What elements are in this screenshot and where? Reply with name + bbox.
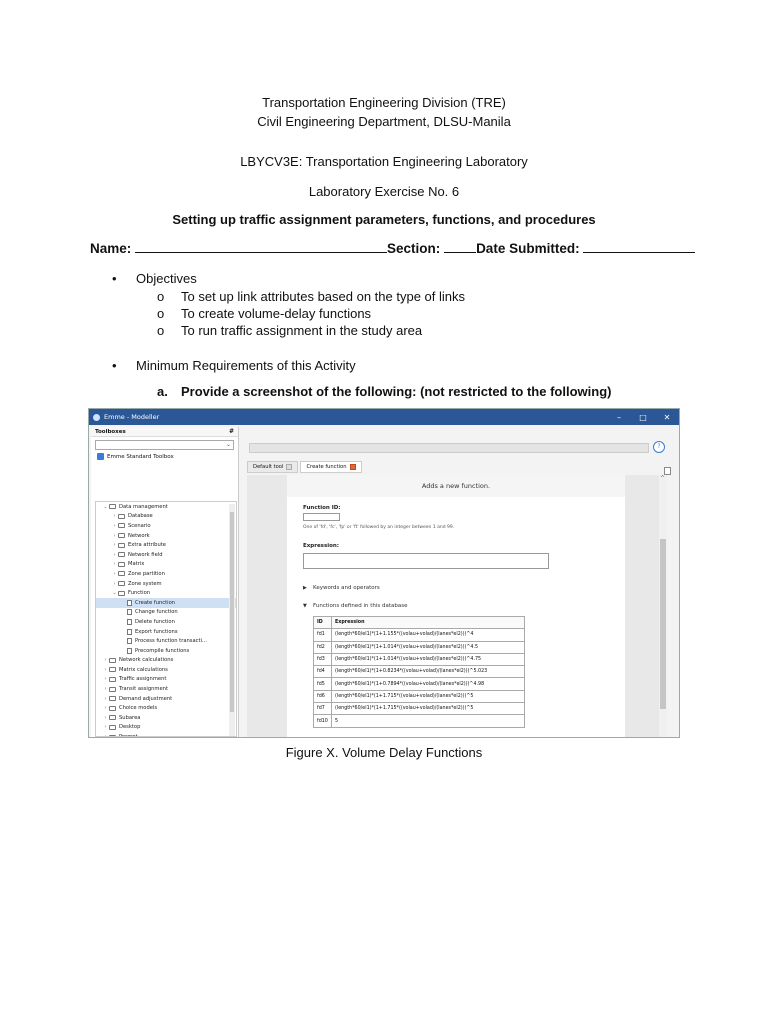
chevron-right-icon[interactable]: › [104, 695, 107, 702]
table-row[interactable] [314, 641, 525, 653]
tree-item-label: Traffic assignment [119, 676, 167, 683]
folder-icon [109, 706, 116, 711]
toolboxes-pane [91, 427, 239, 738]
function-id-cell: fd2 [314, 641, 332, 653]
tree-item-label: Demand adjustment [119, 695, 173, 702]
folder-icon [109, 687, 116, 692]
maximize-icon[interactable]: □ [639, 412, 647, 422]
table-row[interactable] [314, 629, 525, 641]
tree-folder-item[interactable] [96, 723, 236, 733]
tree-folder-item[interactable] [96, 540, 236, 550]
keywords-toggle[interactable]: ▶ Keywords and operators [303, 585, 380, 591]
function-id-input[interactable] [303, 513, 340, 521]
function-expression-cell: (length*60/el1)*(1+1.014*((volau+volad)/(lanes*el2)))^4.75 [332, 653, 525, 665]
pin-icon[interactable]: # [228, 428, 234, 435]
folder-icon [118, 533, 125, 538]
tab-create-function[interactable]: Create function [300, 461, 361, 473]
tree-item-label: Delete function [135, 618, 175, 625]
folder-icon [118, 562, 125, 567]
tree-folder-item[interactable] [96, 703, 236, 713]
function-id-cell: fd4 [314, 666, 332, 678]
tree-folder-item[interactable] [96, 569, 236, 579]
toolboxes-title: Toolboxes # [91, 427, 238, 437]
tool-icon [127, 609, 132, 615]
caret-right-icon: ▶ [303, 585, 307, 591]
modeller-screenshot [88, 408, 680, 738]
toolbox-icon [97, 453, 104, 460]
folder-icon [109, 504, 116, 509]
function-id-label: Function ID: [303, 505, 341, 511]
function-expression-cell: 5 [332, 715, 525, 727]
tree-item-label: Function [128, 590, 151, 597]
function-expression-cell: (length*60/el1)*(1+0.8234*((volau+volad)/(lanes*el2)))^5.023 [332, 666, 525, 678]
section-label: Section: [387, 241, 441, 256]
table-row[interactable] [314, 703, 525, 715]
chevron-right-icon[interactable]: › [104, 705, 107, 712]
tree-item-label: Change function [135, 609, 178, 616]
table-row[interactable] [314, 666, 525, 678]
bullet-dot: • [112, 271, 117, 286]
tree-tool-item[interactable] [96, 636, 236, 646]
app-logo-icon [93, 414, 100, 421]
help-icon[interactable]: ? [653, 441, 665, 453]
tree-tool-item[interactable] [96, 627, 236, 637]
tree-item-label: Extra attribute [128, 542, 166, 549]
tree-item-label: Zone partition [128, 570, 165, 577]
tree-item-label: Data management [119, 503, 168, 510]
path-bar[interactable] [249, 443, 649, 453]
function-id-cell: fd5 [314, 678, 332, 690]
tree-folder-item[interactable] [96, 531, 236, 541]
folder-icon [118, 571, 125, 576]
exercise-title: Setting up traffic assignment parameters, functions, and procedures [172, 212, 596, 227]
table-row[interactable] [314, 690, 525, 702]
folder-icon [118, 543, 125, 548]
folder-icon [109, 735, 116, 737]
chevron-right-icon[interactable]: › [104, 714, 107, 721]
exercise-line: Laboratory Exercise No. 6 [308, 184, 460, 199]
tree-item-label: Subarea [119, 714, 141, 721]
tree-folder-item[interactable] [96, 560, 236, 570]
chevron-down-icon[interactable]: ⌄ [103, 503, 108, 510]
date-blank [583, 241, 695, 253]
tree-item-label: Network field [128, 551, 163, 558]
chevron-right-icon[interactable]: › [104, 657, 107, 664]
tree-tool-item[interactable] [96, 608, 236, 618]
tree-folder-item[interactable] [96, 521, 236, 531]
chevron-right-icon[interactable]: › [113, 580, 116, 587]
standard-toolbox-label[interactable]: Emme Standard Toolbox [97, 453, 232, 460]
tool-content [247, 475, 667, 738]
folder-icon [109, 715, 116, 720]
function-id-cell: fd3 [314, 653, 332, 665]
chevron-right-icon[interactable]: › [113, 551, 116, 558]
tree-folder-item[interactable] [96, 579, 236, 589]
content-scrollbar[interactable] [659, 475, 667, 738]
expression-label: Expression: [303, 543, 340, 549]
tree-item-label: Transit assignment [119, 686, 169, 693]
form-header: Adds a new function. [287, 475, 625, 497]
tree-folder-item[interactable] [96, 684, 236, 694]
expression-input[interactable] [303, 553, 549, 569]
function-id-cell: fd7 [314, 703, 332, 715]
tool-pane [243, 427, 679, 738]
tree-scrollbar[interactable] [229, 504, 235, 736]
create-function-form [287, 475, 625, 738]
function-expression-cell: (length*60/el1)*(1+1.155*((volau+volad)/(lanes*el2)))^4 [332, 629, 525, 641]
tree-item-label: Database [128, 513, 153, 520]
function-id-hint: One of 'fd', 'fc', 'fp' or 'ft' followed by an integer between 1 and 99. [303, 525, 455, 530]
tree-folder-item[interactable] [96, 665, 236, 675]
student-info-line [90, 241, 680, 256]
folder-icon [109, 677, 116, 682]
folder-icon [118, 514, 125, 519]
objective-item: o To create volume-delay functions [157, 306, 372, 321]
chevron-right-icon[interactable] [102, 734, 109, 737]
toolbox-tree [95, 501, 237, 737]
caret-down-icon: ▼ [303, 603, 307, 609]
tree-item-label: Precompile functions [135, 647, 190, 654]
tree-item-label: Process function transacti... [135, 638, 207, 645]
tree-tool-item[interactable] [96, 646, 236, 656]
objective-item: o To run traffic assignment in the study area [157, 323, 423, 338]
tree-item-label: Zone system [128, 580, 162, 587]
department-line: Civil Engineering Department, DLSU-Manila [257, 114, 511, 129]
course-line: LBYCV3E: Transportation Engineering Laboratory [240, 154, 528, 169]
chevron-right-icon[interactable]: › [104, 666, 107, 673]
tree-folder-item[interactable] [96, 713, 236, 723]
toolbox-search-select[interactable] [95, 440, 234, 450]
chevron-right-icon[interactable]: › [104, 686, 107, 693]
tree-item-label: Scenario [128, 522, 151, 529]
tool-icon [127, 648, 132, 654]
section-blank [444, 241, 476, 253]
minimize-icon[interactable]: – [617, 412, 621, 422]
tree-folder-item[interactable] [96, 550, 236, 560]
folder-icon [118, 591, 125, 596]
tree-item-label: Export functions [135, 628, 178, 635]
function-expression-cell: (length*60/el1)*(1+0.7894*((volau+volad)/(lanes*el2)))^4.98 [332, 678, 525, 690]
tree-item-label: Desktop [119, 724, 141, 731]
tab-close-icon[interactable] [286, 464, 292, 470]
close-icon[interactable]: ✕ [663, 412, 671, 422]
folder-icon [109, 696, 116, 701]
function-expression-cell: (length*60/el1)*(1+1.014*((volau+volad)/(lanes*el2)))^4.5 [332, 641, 525, 653]
tree-item-label: Network calculations [119, 657, 174, 664]
division-line: Transportation Engineering Division (TRE) [262, 95, 506, 110]
folder-icon [109, 658, 116, 663]
requirement-item-a: a. Provide a screenshot of the following: (not restricted to the following) [157, 384, 612, 399]
tab-default-tool[interactable]: Default tool [247, 461, 298, 473]
chevron-right-icon[interactable]: › [113, 522, 116, 529]
chevron-down-icon: ⌄ [225, 441, 231, 448]
function-id-cell: fd1 [314, 629, 332, 641]
tree-item-label: Matrix [128, 561, 145, 568]
folder-icon [118, 581, 125, 586]
tool-icon [127, 600, 132, 606]
name-blank [135, 241, 387, 253]
name-label: Name: [90, 241, 132, 256]
chevron-right-icon[interactable]: › [113, 570, 116, 577]
tree-item-label [119, 734, 138, 737]
function-id-cell: fd10 [314, 715, 332, 727]
tree-folder-item[interactable] [96, 502, 236, 512]
table-row[interactable] [314, 678, 525, 690]
tool-icon [127, 629, 132, 635]
figure-caption: Figure X. Volume Delay Functions [285, 745, 483, 760]
tab-close-icon[interactable] [350, 464, 356, 470]
tree-folder-item[interactable] [96, 675, 236, 685]
window-title: Emme - Modeller [104, 413, 160, 421]
tree-item-label: Create function [135, 599, 176, 606]
bullet-dot: • [112, 358, 117, 373]
tree-item-label: Network [128, 532, 150, 539]
chevron-right-icon[interactable]: › [113, 513, 116, 520]
chevron-down-icon[interactable]: ⌄ [112, 590, 117, 597]
column-header: ID [314, 617, 332, 629]
chevron-right-icon[interactable]: › [113, 542, 116, 549]
tree-folder-item[interactable] [96, 512, 236, 522]
tree-folder-item[interactable] [96, 694, 236, 704]
tree-item-label: Choice models [119, 705, 158, 712]
column-header: Expression [332, 617, 525, 629]
tree-item-label: Matrix calculations [119, 666, 168, 673]
function-expression-cell: (length*60/el1)*(1+1.715*((volau+volad)/(lanes*el2)))^5 [332, 690, 525, 702]
table-row[interactable] [314, 653, 525, 665]
tree-folder-item[interactable] [96, 588, 236, 598]
window-titlebar [89, 409, 679, 425]
chevron-right-icon[interactable]: › [104, 724, 107, 731]
tool-icon [127, 619, 132, 625]
tree-tool-item[interactable] [96, 598, 236, 608]
functions-table [313, 616, 525, 728]
function-id-cell: fd6 [314, 690, 332, 702]
tree-folder-item[interactable] [96, 656, 236, 666]
chevron-right-icon[interactable]: › [113, 561, 116, 568]
function-expression-cell: (length*60/el1)*(1+1.715*((volau+volad)/(lanes*el2)))^5 [332, 703, 525, 715]
tree-folder-item[interactable] [96, 732, 236, 737]
tree-tool-item[interactable] [96, 617, 236, 627]
date-label: Date Submitted: [476, 241, 580, 256]
chevron-right-icon[interactable]: › [104, 676, 107, 683]
objective-item: o To set up link attributes based on the type of links [157, 289, 466, 304]
requirements-heading: Minimum Requirements of this Activity [136, 358, 356, 373]
folder-icon [118, 552, 125, 557]
tool-tabs [247, 461, 364, 473]
external-window-icon[interactable] [664, 467, 671, 475]
table-row[interactable] [314, 715, 525, 727]
chevron-right-icon[interactable]: › [113, 532, 116, 539]
defined-functions-toggle[interactable]: ▼ Functions defined in this database [303, 603, 408, 609]
objectives-heading: Objectives [136, 271, 197, 286]
folder-icon [118, 523, 125, 528]
folder-icon [109, 667, 116, 672]
scroll-up-icon[interactable]: ^ [660, 475, 666, 482]
folder-icon [109, 725, 116, 730]
tool-icon [127, 638, 132, 644]
